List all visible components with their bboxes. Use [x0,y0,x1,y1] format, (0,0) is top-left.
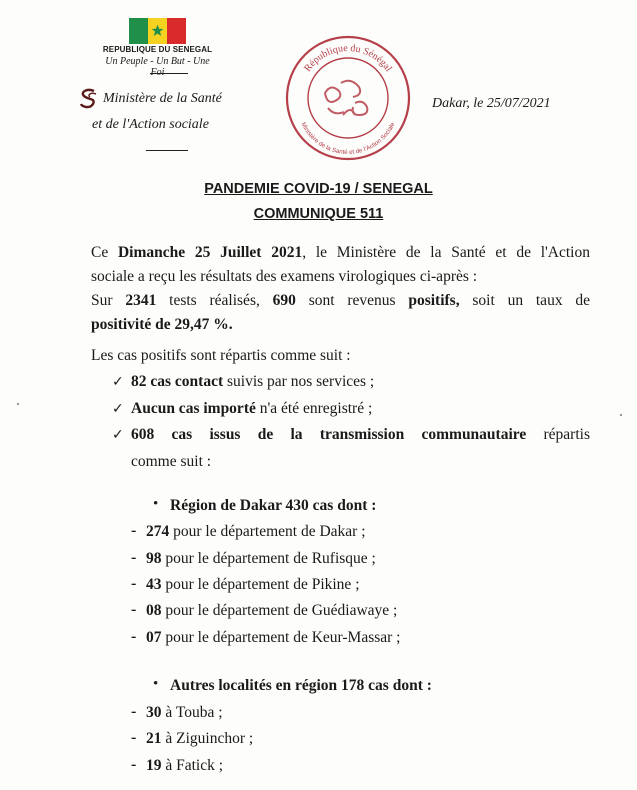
national-motto: Un Peuple - Un But - Une [105,56,210,67]
dash-icon: - [131,522,137,539]
divider [150,73,188,74]
positivity-rate: positivité de 29,47 %. [91,316,233,333]
check-item-contact: 82 cas contact suivis par nos services ; [131,373,375,390]
dakar-heading: Région de Dakar 430 cas dont : [170,497,377,514]
tests-line: Sur 2341 tests réalisés, 690 sont revenus positifs, soit un taux de [91,292,590,309]
ministry-name-line2: et de l'Action sociale [92,117,209,132]
check-item-imported: Aucun cas importé n'a été enregistré ; [131,400,373,417]
official-stamp [283,33,413,163]
check-icon: ✓ [112,401,124,417]
dakar-item: 98 pour le département de Rufisque ; [146,550,376,567]
title-line2: COMMUNIQUE 511 [253,206,384,222]
bullet-icon: • [153,496,159,512]
check-icon: ✓ [112,374,124,390]
dakar-item: 43 pour le département de Pikine ; [146,576,360,593]
bullet-icon: • [153,676,159,692]
dash-icon: - [131,628,137,645]
scan-speck [17,403,19,405]
ministry-name-line1: Ministère de la Santé [103,91,222,106]
dash-icon: - [131,549,137,566]
autres-heading: Autres localités en région 178 cas dont : [170,677,432,694]
stamp-bottom-text: Ministère de la Santé et de l'Action Sociale [299,121,397,157]
autres-item: 30 à Touba ; [146,704,223,721]
dakar-item: 274 pour le département de Dakar ; [146,523,366,540]
senegal-flag-icon [129,18,186,44]
dash-icon: - [131,729,137,746]
check-item-community-cont: comme suit : [131,453,212,470]
title-line1: PANDEMIE COVID-19 / SENEGAL [204,181,433,197]
ministry-logo-icon [78,87,100,111]
distribution-intro: Les cas positifs sont répartis comme suit : [91,347,351,364]
intro-line1: Ce Dimanche 25 Juillet 2021, le Ministère de la Santé et de l'Action [91,244,590,261]
check-item-community: 608 cas issus de la transmission communautaire répartis [131,426,590,443]
dash-icon: - [131,756,137,773]
autres-item: 21 à Ziguinchor ; [146,730,254,747]
stamp-top-text: République du Sénégal [302,42,394,74]
dakar-item: 07 pour le département de Keur-Massar ; [146,629,401,646]
dash-icon: - [131,575,137,592]
intro-line2: sociale a reçu les résultats des examens virologiques ci-après : [91,268,478,285]
autres-item: 19 à Fatick ; [146,757,224,774]
divider [146,150,188,151]
republic-name: REPUBLIQUE DU SENEGAL [102,45,213,54]
dash-icon: - [131,601,137,618]
scan-speck [620,414,622,416]
dash-icon: - [131,703,137,720]
check-icon: ✓ [112,427,124,443]
dakar-item: 08 pour le département de Guédiawaye ; [146,602,398,619]
document-date: Dakar, le 25/07/2021 [432,96,551,111]
